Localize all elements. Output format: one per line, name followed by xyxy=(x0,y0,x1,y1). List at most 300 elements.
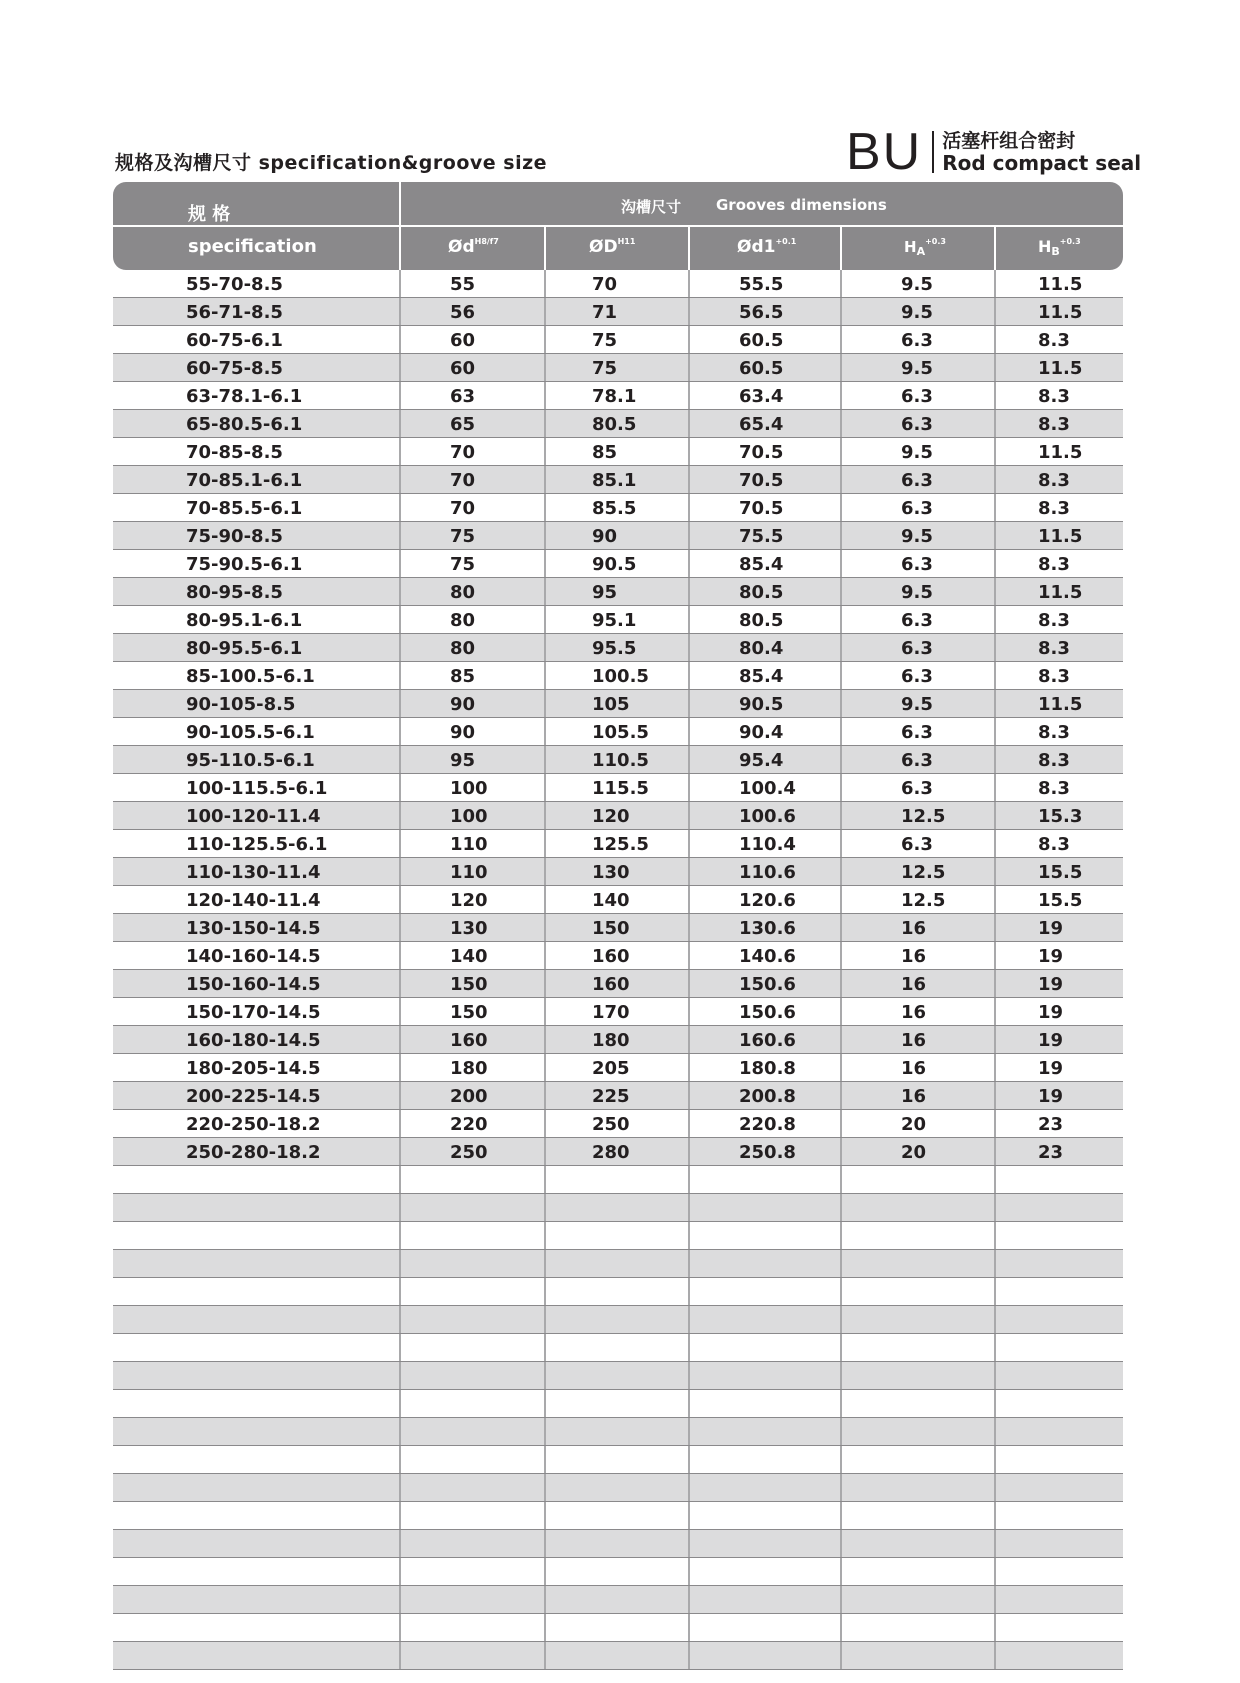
rod-diameter-cell-value: 80 xyxy=(450,638,476,659)
groove-diameter-cell-value: 85.5 xyxy=(592,498,637,519)
ha-cell-value: 9.5 xyxy=(901,302,933,323)
ha-cell-value: 6.3 xyxy=(901,666,933,687)
rod-diameter-cell-value: 65 xyxy=(450,414,476,435)
spec-cell-value: 75-90.5-6.1 xyxy=(186,554,303,575)
table-row xyxy=(113,634,1123,662)
d1-cell xyxy=(688,718,842,745)
groove-diameter-cell xyxy=(544,914,690,941)
table-row xyxy=(113,298,1123,326)
hb-cell xyxy=(994,466,1125,493)
rod-diameter-cell xyxy=(399,970,546,997)
table-row xyxy=(113,1474,1123,1502)
d1-cell xyxy=(688,354,842,381)
rod-diameter-cell-value: 85 xyxy=(450,666,476,687)
hb-cell xyxy=(994,438,1125,465)
spec-cell xyxy=(113,270,399,297)
table-row xyxy=(113,718,1123,746)
spec-cell-value: 80-95.5-6.1 xyxy=(186,638,303,659)
hb-cell xyxy=(994,858,1125,885)
d1-cell xyxy=(688,1138,842,1165)
ha-cell-value: 6.3 xyxy=(901,750,933,771)
ha-cell xyxy=(840,1558,996,1585)
header-spec-cn: 规 格 xyxy=(188,204,231,225)
rod-diameter-cell xyxy=(399,830,546,857)
ha-cell xyxy=(840,354,996,381)
rod-diameter-cell xyxy=(399,1418,546,1445)
d1-cell-value: 70.5 xyxy=(739,498,784,519)
spec-cell-value: 70-85-8.5 xyxy=(186,442,283,463)
ha-cell xyxy=(840,1642,996,1669)
d1-cell-value: 90.5 xyxy=(739,694,784,715)
rod-diameter-cell xyxy=(399,270,546,297)
d1-cell xyxy=(688,746,842,773)
ha-cell-value: 16 xyxy=(901,974,927,995)
header-divider xyxy=(113,225,1123,227)
groove-diameter-cell xyxy=(544,1502,690,1529)
table-row xyxy=(113,494,1123,522)
spec-cell-value: 60-75-6.1 xyxy=(186,330,283,351)
hb-cell-value: 8.3 xyxy=(1038,414,1070,435)
ha-cell xyxy=(840,1250,996,1277)
groove-diameter-cell xyxy=(544,886,690,913)
table-row xyxy=(113,1054,1123,1082)
groove-diameter-cell xyxy=(544,1306,690,1333)
groove-diameter-cell-value: 205 xyxy=(592,1058,630,1079)
spec-cell xyxy=(113,550,399,577)
d1-cell-value: 60.5 xyxy=(739,358,784,379)
ha-cell xyxy=(840,1530,996,1557)
ha-cell xyxy=(840,298,996,325)
d1-cell-value: 180.8 xyxy=(739,1058,796,1079)
rod-diameter-cell xyxy=(399,718,546,745)
d1-cell xyxy=(688,1558,842,1585)
d1-cell-value: 110.4 xyxy=(739,834,796,855)
spec-cell xyxy=(113,718,399,745)
spec-cell xyxy=(113,494,399,521)
table-row xyxy=(113,802,1123,830)
table-row xyxy=(113,522,1123,550)
groove-diameter-cell-value: 95.1 xyxy=(592,610,637,631)
groove-diameter-cell-value: 90 xyxy=(592,526,618,547)
table-row xyxy=(113,1222,1123,1250)
hb-cell xyxy=(994,1278,1125,1305)
groove-diameter-cell-value: 140 xyxy=(592,890,630,911)
rod-diameter-cell xyxy=(399,942,546,969)
groove-diameter-cell-value: 225 xyxy=(592,1086,630,1107)
ha-cell xyxy=(840,522,996,549)
ha-cell xyxy=(840,270,996,297)
rod-diameter-cell-value: 90 xyxy=(450,694,476,715)
spec-cell-value: 160-180-14.5 xyxy=(186,1030,321,1051)
groove-diameter-cell xyxy=(544,1614,690,1641)
d1-cell xyxy=(688,998,842,1025)
d1-cell-value: 140.6 xyxy=(739,946,796,967)
rod-diameter-cell-value: 120 xyxy=(450,890,488,911)
hb-cell xyxy=(994,522,1125,549)
table-row xyxy=(113,1390,1123,1418)
groove-diameter-cell xyxy=(544,690,690,717)
spec-cell xyxy=(113,1306,399,1333)
spec-cell xyxy=(113,1418,399,1445)
groove-diameter-cell xyxy=(544,634,690,661)
rod-diameter-cell xyxy=(399,858,546,885)
product-code: BU xyxy=(846,123,923,181)
ha-cell xyxy=(840,886,996,913)
spec-cell xyxy=(113,466,399,493)
spec-cell xyxy=(113,690,399,717)
hb-cell xyxy=(994,1390,1125,1417)
hb-cell xyxy=(994,830,1125,857)
spec-cell xyxy=(113,1474,399,1501)
table-row xyxy=(113,1278,1123,1306)
ha-cell xyxy=(840,606,996,633)
ha-cell-value: 6.3 xyxy=(901,638,933,659)
spec-cell xyxy=(113,606,399,633)
groove-diameter-cell xyxy=(544,606,690,633)
d1-cell-value: 200.8 xyxy=(739,1086,796,1107)
groove-diameter-cell xyxy=(544,1474,690,1501)
d1-cell-value: 100.6 xyxy=(739,806,796,827)
rod-diameter-cell-value: 110 xyxy=(450,862,488,883)
hb-cell xyxy=(994,1054,1125,1081)
groove-diameter-cell-value: 85.1 xyxy=(592,470,637,491)
hb-cell-value: 15.3 xyxy=(1038,806,1083,827)
groove-diameter-cell-value: 280 xyxy=(592,1142,630,1163)
spec-cell xyxy=(113,998,399,1025)
ha-cell xyxy=(840,802,996,829)
hb-cell-value: 8.3 xyxy=(1038,750,1070,771)
ha-cell-value: 6.3 xyxy=(901,386,933,407)
hb-cell xyxy=(994,1082,1125,1109)
rod-diameter-cell xyxy=(399,662,546,689)
rod-diameter-cell xyxy=(399,410,546,437)
hb-cell xyxy=(994,1586,1125,1613)
d1-cell-value: 85.4 xyxy=(739,554,784,575)
d1-cell xyxy=(688,522,842,549)
hb-cell xyxy=(994,1334,1125,1361)
ha-cell xyxy=(840,494,996,521)
d1-cell-value: 80.5 xyxy=(739,582,784,603)
rod-diameter-cell xyxy=(399,1166,546,1193)
spec-cell-value: 120-140-11.4 xyxy=(186,890,321,911)
ha-cell-value: 9.5 xyxy=(901,694,933,715)
d1-cell xyxy=(688,662,842,689)
table-row xyxy=(113,1446,1123,1474)
ha-cell-value: 16 xyxy=(901,1002,927,1023)
ha-cell-value: 6.3 xyxy=(901,414,933,435)
rod-diameter-cell-value: 160 xyxy=(450,1030,488,1051)
table-row xyxy=(113,1138,1123,1166)
d1-cell xyxy=(688,942,842,969)
d1-cell xyxy=(688,1194,842,1221)
table-row xyxy=(113,886,1123,914)
groove-diameter-cell-value: 150 xyxy=(592,918,630,939)
rod-diameter-cell xyxy=(399,1278,546,1305)
hb-cell xyxy=(994,1222,1125,1249)
spec-cell xyxy=(113,858,399,885)
rod-diameter-cell-value: 60 xyxy=(450,358,476,379)
spec-cell-value: 65-80.5-6.1 xyxy=(186,414,303,435)
rod-diameter-cell xyxy=(399,1054,546,1081)
d1-cell-value: 70.5 xyxy=(739,470,784,491)
ha-cell xyxy=(840,942,996,969)
groove-diameter-cell-value: 250 xyxy=(592,1114,630,1135)
groove-diameter-cell-value: 71 xyxy=(592,302,618,323)
groove-diameter-cell-value: 170 xyxy=(592,1002,630,1023)
header-grooves-cn: 沟槽尺寸 xyxy=(621,198,682,216)
ha-cell xyxy=(840,634,996,661)
ha-cell-value: 9.5 xyxy=(901,442,933,463)
hb-cell-value: 23 xyxy=(1038,1142,1064,1163)
d1-cell xyxy=(688,382,842,409)
d1-cell xyxy=(688,466,842,493)
product-name xyxy=(942,130,1141,174)
rod-diameter-cell-value: 220 xyxy=(450,1114,488,1135)
groove-diameter-cell xyxy=(544,1110,690,1137)
rod-diameter-cell xyxy=(399,1614,546,1641)
ha-cell-value: 9.5 xyxy=(901,274,933,295)
d1-cell-value: 56.5 xyxy=(739,302,784,323)
spec-cell xyxy=(113,774,399,801)
d1-cell xyxy=(688,774,842,801)
d1-cell xyxy=(688,1446,842,1473)
groove-diameter-cell xyxy=(544,662,690,689)
spec-cell-value: 200-225-14.5 xyxy=(186,1086,321,1107)
d1-cell-value: 60.5 xyxy=(739,330,784,351)
spec-cell xyxy=(113,1586,399,1613)
spec-cell xyxy=(113,1250,399,1277)
groove-diameter-cell xyxy=(544,466,690,493)
ha-cell xyxy=(840,1502,996,1529)
spec-cell-value: 140-160-14.5 xyxy=(186,946,321,967)
ha-cell xyxy=(840,382,996,409)
header-column-divider xyxy=(399,182,401,270)
groove-diameter-cell xyxy=(544,970,690,997)
d1-cell xyxy=(688,1474,842,1501)
rod-diameter-cell xyxy=(399,466,546,493)
spec-cell xyxy=(113,634,399,661)
rod-diameter-cell xyxy=(399,774,546,801)
ha-cell xyxy=(840,1278,996,1305)
rod-diameter-cell-value: 110 xyxy=(450,834,488,855)
hb-cell xyxy=(994,802,1125,829)
d1-cell xyxy=(688,1082,842,1109)
groove-diameter-cell xyxy=(544,578,690,605)
ha-cell xyxy=(840,1334,996,1361)
groove-diameter-cell-value: 95 xyxy=(592,582,618,603)
spec-cell xyxy=(113,830,399,857)
ha-cell-value: 6.3 xyxy=(901,498,933,519)
d1-cell-value: 80.4 xyxy=(739,638,784,659)
spec-cell xyxy=(113,1446,399,1473)
ha-cell-value: 6.3 xyxy=(901,470,933,491)
d1-cell-value: 90.4 xyxy=(739,722,784,743)
hb-cell-value: 19 xyxy=(1038,1058,1064,1079)
rod-diameter-cell-value: 80 xyxy=(450,582,476,603)
groove-diameter-cell-value: 125.5 xyxy=(592,834,649,855)
table-row xyxy=(113,466,1123,494)
column-header-groove-diameter: $ØD^{H11}$ xyxy=(589,237,636,257)
rod-diameter-cell xyxy=(399,1334,546,1361)
d1-cell xyxy=(688,494,842,521)
spec-cell xyxy=(113,326,399,353)
table-row xyxy=(113,438,1123,466)
section-title: 规格及沟槽尺寸 specification&groove size xyxy=(115,152,548,174)
table-row xyxy=(113,1418,1123,1446)
hb-cell xyxy=(994,382,1125,409)
rod-diameter-cell xyxy=(399,1586,546,1613)
groove-diameter-cell xyxy=(544,1558,690,1585)
table-row xyxy=(113,1558,1123,1586)
groove-diameter-cell xyxy=(544,550,690,577)
d1-cell xyxy=(688,858,842,885)
d1-cell-value: 100.4 xyxy=(739,778,796,799)
groove-diameter-cell-value: 100.5 xyxy=(592,666,649,687)
ha-cell xyxy=(840,1614,996,1641)
spec-cell xyxy=(113,1530,399,1557)
table-body xyxy=(113,270,1123,1670)
header-column-divider xyxy=(544,227,546,270)
spec-cell xyxy=(113,1138,399,1165)
d1-cell-value: 85.4 xyxy=(739,666,784,687)
ha-cell-value: 6.3 xyxy=(901,834,933,855)
rod-diameter-cell xyxy=(399,802,546,829)
groove-diameter-cell xyxy=(544,494,690,521)
table-row xyxy=(113,1306,1123,1334)
hb-cell xyxy=(994,718,1125,745)
ha-cell-value: 6.3 xyxy=(901,330,933,351)
d1-cell xyxy=(688,1222,842,1249)
spec-cell xyxy=(113,1166,399,1193)
hb-cell xyxy=(994,1530,1125,1557)
d1-cell xyxy=(688,298,842,325)
groove-diameter-cell xyxy=(544,522,690,549)
header-column-divider xyxy=(840,227,842,270)
hb-cell xyxy=(994,410,1125,437)
spec-cell-value: 150-170-14.5 xyxy=(186,1002,321,1023)
hb-cell-value: 19 xyxy=(1038,974,1064,995)
spec-cell xyxy=(113,1194,399,1221)
rod-diameter-cell xyxy=(399,1530,546,1557)
d1-cell-value: 65.4 xyxy=(739,414,784,435)
hb-cell xyxy=(994,494,1125,521)
spec-cell-value: 75-90-8.5 xyxy=(186,526,283,547)
ha-cell-value: 20 xyxy=(901,1142,927,1163)
table-row xyxy=(113,914,1123,942)
hb-cell-value: 8.3 xyxy=(1038,666,1070,687)
ha-cell-value: 20 xyxy=(901,1114,927,1135)
ha-cell-value: 6.3 xyxy=(901,554,933,575)
d1-cell-value: 130.6 xyxy=(739,918,796,939)
spec-cell-value: 250-280-18.2 xyxy=(186,1142,321,1163)
d1-cell-value: 110.6 xyxy=(739,862,796,883)
hb-cell-value: 11.5 xyxy=(1038,274,1083,295)
table-row xyxy=(113,354,1123,382)
groove-diameter-cell xyxy=(544,298,690,325)
groove-diameter-cell-value: 75 xyxy=(592,358,618,379)
ha-cell xyxy=(840,970,996,997)
ha-cell xyxy=(840,1166,996,1193)
d1-cell xyxy=(688,1110,842,1137)
hb-cell xyxy=(994,1362,1125,1389)
groove-diameter-cell xyxy=(544,270,690,297)
groove-diameter-cell-value: 78.1 xyxy=(592,386,637,407)
groove-diameter-cell xyxy=(544,1166,690,1193)
spec-cell xyxy=(113,914,399,941)
hb-cell xyxy=(994,970,1125,997)
ha-cell-value: 12.5 xyxy=(901,890,946,911)
table-row xyxy=(113,550,1123,578)
groove-diameter-cell xyxy=(544,1586,690,1613)
spec-cell-value: 220-250-18.2 xyxy=(186,1114,321,1135)
hb-cell-value: 19 xyxy=(1038,1086,1064,1107)
ha-cell xyxy=(840,1474,996,1501)
spec-cell xyxy=(113,942,399,969)
rod-diameter-cell xyxy=(399,522,546,549)
table-row xyxy=(113,270,1123,298)
hb-cell xyxy=(994,606,1125,633)
ha-cell xyxy=(840,1110,996,1137)
rod-diameter-cell xyxy=(399,1446,546,1473)
table-row xyxy=(113,1026,1123,1054)
hb-cell-value: 15.5 xyxy=(1038,862,1083,883)
d1-cell xyxy=(688,438,842,465)
groove-diameter-cell xyxy=(544,410,690,437)
ha-cell xyxy=(840,830,996,857)
rod-diameter-cell xyxy=(399,1026,546,1053)
groove-diameter-cell-value: 105.5 xyxy=(592,722,649,743)
hb-cell-value: 8.3 xyxy=(1038,470,1070,491)
groove-diameter-cell xyxy=(544,1082,690,1109)
spec-cell-value: 150-160-14.5 xyxy=(186,974,321,995)
rod-diameter-cell-value: 55 xyxy=(450,274,476,295)
d1-cell xyxy=(688,578,842,605)
ha-cell xyxy=(840,774,996,801)
ha-cell xyxy=(840,438,996,465)
groove-diameter-cell xyxy=(544,1642,690,1669)
groove-diameter-cell-value: 115.5 xyxy=(592,778,649,799)
d1-cell xyxy=(688,1418,842,1445)
groove-diameter-cell xyxy=(544,1390,690,1417)
spec-cell xyxy=(113,1362,399,1389)
ha-cell xyxy=(840,1054,996,1081)
table-row xyxy=(113,1194,1123,1222)
rod-diameter-cell xyxy=(399,1222,546,1249)
ha-cell xyxy=(840,466,996,493)
rod-diameter-cell-value: 75 xyxy=(450,554,476,575)
table-row xyxy=(113,606,1123,634)
ha-cell-value: 9.5 xyxy=(901,358,933,379)
table-row xyxy=(113,690,1123,718)
rod-diameter-cell-value: 150 xyxy=(450,974,488,995)
rod-diameter-cell xyxy=(399,1082,546,1109)
hb-cell xyxy=(994,550,1125,577)
hb-cell xyxy=(994,1418,1125,1445)
table-row xyxy=(113,1166,1123,1194)
rod-diameter-cell xyxy=(399,298,546,325)
d1-cell-value: 250.8 xyxy=(739,1142,796,1163)
ha-cell xyxy=(840,1138,996,1165)
d1-cell xyxy=(688,326,842,353)
groove-diameter-cell xyxy=(544,326,690,353)
groove-diameter-cell-value: 110.5 xyxy=(592,750,649,771)
d1-cell xyxy=(688,410,842,437)
rod-diameter-cell-value: 200 xyxy=(450,1086,488,1107)
groove-diameter-cell xyxy=(544,438,690,465)
ha-cell-value: 6.3 xyxy=(901,778,933,799)
hb-cell xyxy=(994,1614,1125,1641)
groove-diameter-cell xyxy=(544,1138,690,1165)
